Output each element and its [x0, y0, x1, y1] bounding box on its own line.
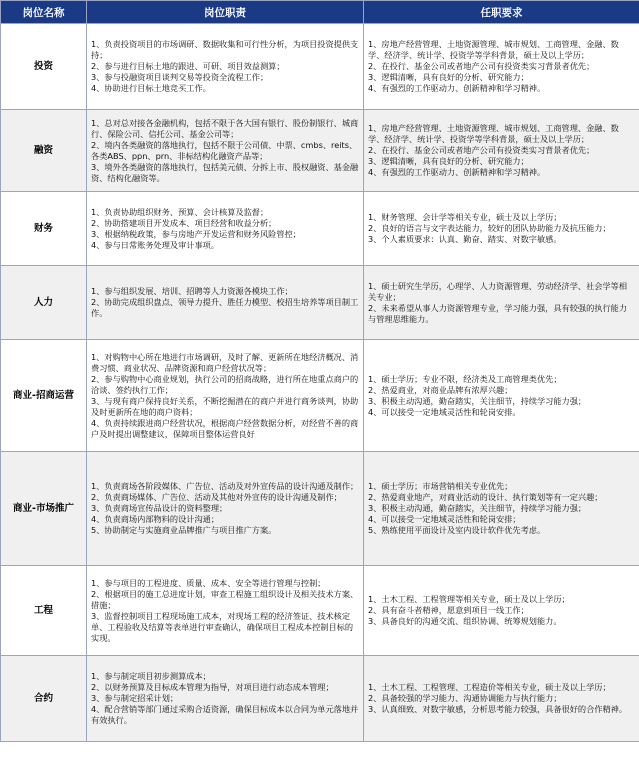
reqs-list — [368, 123, 635, 178]
duty-item: 3、参与制定招采计划； — [91, 693, 179, 703]
requirement-item: 3、积极主动沟通，勤奋踏实，关注细节，持续学习能力强； — [368, 503, 587, 513]
requirement-item: 1、硕士学历；市场营销相关专业优先； — [368, 481, 513, 491]
reqs-list — [368, 594, 635, 627]
table-row — [1, 266, 639, 340]
requirement-item: 3、积极主动沟通，勤奋踏实，关注细节，持续学习能力强； — [368, 395, 587, 406]
requirement-item: 2、在投行、基金公司或者地产公司有投资类实习背景者优先； — [368, 145, 595, 155]
reqs-list — [368, 374, 635, 418]
requirement-item: 2、良好的语言与文字表达能力，较好的团队协助能力及抗压能力； — [368, 223, 611, 233]
duty-item: 2、境内各类融资的落地执行，包括不限于公司债、中票、cmbs、reits、各类ABS、ppn、prn、非标结构化融资产品等； — [91, 139, 358, 161]
reqs-list — [368, 39, 635, 94]
duties-cell — [87, 452, 364, 566]
position-name-cell: 工程 — [1, 566, 87, 656]
duty-item: 4、配合营销等部门通过采购合适资源，确保目标成本以合同为单元落地并有效执行。 — [91, 704, 359, 725]
requirement-item: 3、认真细致、对数字敏感，分析思考能力较强，具备很好的合作精神。 — [368, 704, 628, 714]
duties-list — [91, 118, 359, 184]
duty-item: 2、负责商场媒体、广告位、活动及其他对外宣传的设计沟通及制作； — [91, 492, 342, 502]
duties-cell — [87, 340, 364, 452]
duty-item: 2、以财务预算及目标成本管理为指导，对项目进行动态成本管理； — [91, 682, 334, 692]
position-name-cell: 投资 — [1, 24, 87, 110]
duties-cell — [87, 656, 364, 742]
requirement-item: 1、土木工程、工程管理、工程造价等相关专业，硕士及以上学历； — [368, 682, 611, 692]
requirement-item: 4、有强烈的工作驱动力、创新精神和学习精神。 — [368, 167, 546, 177]
table-row — [1, 452, 639, 566]
requirement-item: 1、房地产经营管理、土地资源管理、城市规划、工商管理、金融、数学、经济学、统计学、投资学等学科背景，硕士及以上学历； — [368, 39, 619, 60]
duty-item: 1、负责协助组织财务、预算、会计核算及监督； — [91, 206, 269, 217]
duties-list — [91, 352, 359, 440]
requirement-item: 5、熟练使用平面设计及室内设计软件优先考虑。 — [368, 525, 546, 535]
requirements-cell — [364, 566, 639, 656]
requirement-item: 4、可以接受一定地域灵活性和轮岗安排； — [368, 514, 521, 524]
requirements-cell — [364, 656, 639, 742]
duties-cell — [87, 192, 364, 266]
table-row — [1, 192, 639, 266]
header-duties: 岗位职责 — [87, 1, 364, 24]
duties-list — [91, 286, 359, 319]
table-body — [1, 24, 639, 742]
requirement-item: 2、未来希望从事人力资源管理专业，学习能力强，具有较强的执行能力与管理思维能力。 — [368, 302, 628, 324]
requirement-item: 4、有强烈的工作驱动力、创新精神和学习精神。 — [368, 83, 546, 93]
duty-item: 1、参与组织发展、培训、招聘等人力资源各模块工作； — [91, 286, 293, 296]
position-name-cell: 人力 — [1, 266, 87, 340]
duty-item: 1、参与项目的工程进度、质量、成本、安全等进行管理与控制； — [91, 577, 326, 588]
requirement-item: 2、热爱商业，对商业品牌有浓厚兴趣； — [368, 384, 513, 395]
reqs-list — [368, 212, 635, 245]
duty-item: 2、协助搭建项目开发成本、项目经营和收益分析； — [91, 217, 277, 228]
duties-cell — [87, 110, 364, 192]
duty-item: 3、负责商场宣传品设计的资料整理； — [91, 503, 228, 513]
requirement-item: 3、个人素质要求：认真、勤奋、踏实、对数字敏感。 — [368, 234, 562, 244]
duty-item: 3、与现有商户保持良好关系，不断挖掘潜在的商户并进行商务谈判，协助及时更新所在地的商户资料； — [91, 395, 359, 417]
requirement-item: 1、硕士研究生学历，心理学、人力资源管理、劳动经济学、社会学等相关专业； — [368, 280, 628, 302]
duty-item: 2、根据项目的施工总进度计划，审查工程施工组织设计及相关技术方案、措施； — [91, 588, 359, 610]
requirement-item: 3、具备良好的沟通交流、组织协调、统筹规划能力。 — [368, 616, 562, 626]
table-header-row — [1, 1, 639, 24]
duty-item: 4、协助进行目标土地竞买工作。 — [91, 83, 211, 93]
header-position-name: 岗位名称 — [1, 1, 87, 24]
requirements-cell — [364, 452, 639, 566]
duty-item: 3、根据纳税政策，参与房地产开发运营和财务风险管控； — [91, 228, 301, 239]
duty-item: 4、参与日常账务处理及审计事项。 — [91, 239, 220, 250]
table-row — [1, 566, 639, 656]
table-row — [1, 340, 639, 452]
requirements-cell — [364, 192, 639, 266]
requirements-cell — [364, 110, 639, 192]
table-row — [1, 24, 639, 110]
reqs-list — [368, 682, 635, 715]
requirement-item: 2、在投行、基金公司或者地产公司有投资类实习背景者优先； — [368, 61, 595, 71]
requirements-cell — [364, 266, 639, 340]
duty-item: 1、参与制定项目初步测算成本； — [91, 671, 211, 681]
position-name-cell: 商业-市场推广 — [1, 452, 87, 566]
requirement-item: 2、热爱商业地产，对商业活动的设计、执行策划等有一定兴趣； — [368, 492, 603, 502]
duty-item: 4、负责商场内部物料的设计沟通； — [91, 514, 220, 524]
reqs-list — [368, 281, 635, 325]
requirement-item: 4、可以接受一定地域灵活性和轮岗安排。 — [368, 406, 521, 417]
requirement-item: 1、房地产经营管理、土地资源管理、城市规划、工商管理、金融、数学、经济学、统计学、投资学等学科背景，硕士及以上学历； — [368, 123, 619, 144]
duty-item: 2、协助完成组织盘点、领导力提升、胜任力模型、校招生培养等项目制工作。 — [91, 297, 359, 318]
duty-item: 4、负责持续跟进商户经营状况，根据商户经营数据分析，对经营不善的商户及时提出调整建议，保障项目整体运营良好 — [91, 417, 359, 439]
duty-item: 3、参与投融资项目谈判交易等投资全流程工作； — [91, 72, 269, 82]
duty-item: 5、协助制定与实施商业品牌推广与项目推广方案。 — [91, 525, 277, 535]
table-row — [1, 110, 639, 192]
duties-list — [91, 671, 359, 726]
duties-cell — [87, 266, 364, 340]
requirements-cell — [364, 340, 639, 452]
requirement-item: 3、逻辑清晰，具有良好的分析、研究能力； — [368, 72, 529, 82]
reqs-list — [368, 481, 635, 536]
duty-item: 1、总对总对接各金融机构，包括不限于各大国有银行、股份制银行、城商行、保险公司、信托公司、基金公司等； — [91, 117, 359, 139]
position-name-cell: 融资 — [1, 110, 87, 192]
duties-list — [91, 578, 359, 644]
duties-cell — [87, 566, 364, 656]
duty-item: 2、参与购物中心商业规划，执行公司的招商战略，进行所在地重点商户的洽谈、签约执行工作； — [91, 373, 359, 395]
requirement-item: 3、逻辑清晰，具有良好的分析、研究能力； — [368, 156, 529, 166]
duty-item: 3、监督控制项目工程现场施工成本，对现场工程的经济签证、技术核定单、工程验收及结算等表单进行审查确认，确保项目工程成本控制目标的实现。 — [91, 610, 354, 643]
duties-list — [91, 39, 359, 94]
duty-item: 2、参与进行目标土地的跟进、可研、项目效益测算； — [91, 61, 285, 71]
requirement-item: 1、硕士学历；专业不限，经济类及工商管理类优先； — [368, 373, 562, 384]
header-requirements: 任职要求 — [364, 1, 639, 24]
requirement-item: 1、土木工程、工程管理等相关专业，硕士及以上学历； — [368, 594, 570, 604]
requirements-cell — [364, 24, 639, 110]
duty-item: 1、对购物中心所在地进行市场调研，及时了解、更新所在地经济概况、消费习惯、商业状况、品牌资源和商户经营状况等； — [91, 351, 359, 373]
duty-item: 1、负责商场各阶段媒体、广告位、活动及对外宣传品的设计沟通及制作； — [91, 481, 359, 491]
requirement-item: 2、具有奋斗者精神，愿意到项目一线工作； — [368, 605, 529, 615]
duty-item: 3、境外各类融资的落地执行，包括美元债、分拆上市、股权融资、基金融资、结构化融资等。 — [91, 161, 359, 183]
duties-list — [91, 207, 359, 251]
duties-list — [91, 481, 359, 536]
requirement-item: 1、财务管理、会计学等相关专业，硕士及以上学历； — [368, 212, 562, 222]
position-name-cell: 商业-招商运营 — [1, 340, 87, 452]
position-name-cell: 合约 — [1, 656, 87, 742]
table-row — [1, 656, 639, 742]
requirement-item: 2、具备较强的学习能力、沟通协调能力与执行能力； — [368, 693, 562, 703]
duties-cell — [87, 24, 364, 110]
duty-item: 1、负责投资项目的市场调研、数据收集和可行性分析，为项目投资提供支持； — [91, 39, 359, 60]
position-name-cell: 财务 — [1, 192, 87, 266]
